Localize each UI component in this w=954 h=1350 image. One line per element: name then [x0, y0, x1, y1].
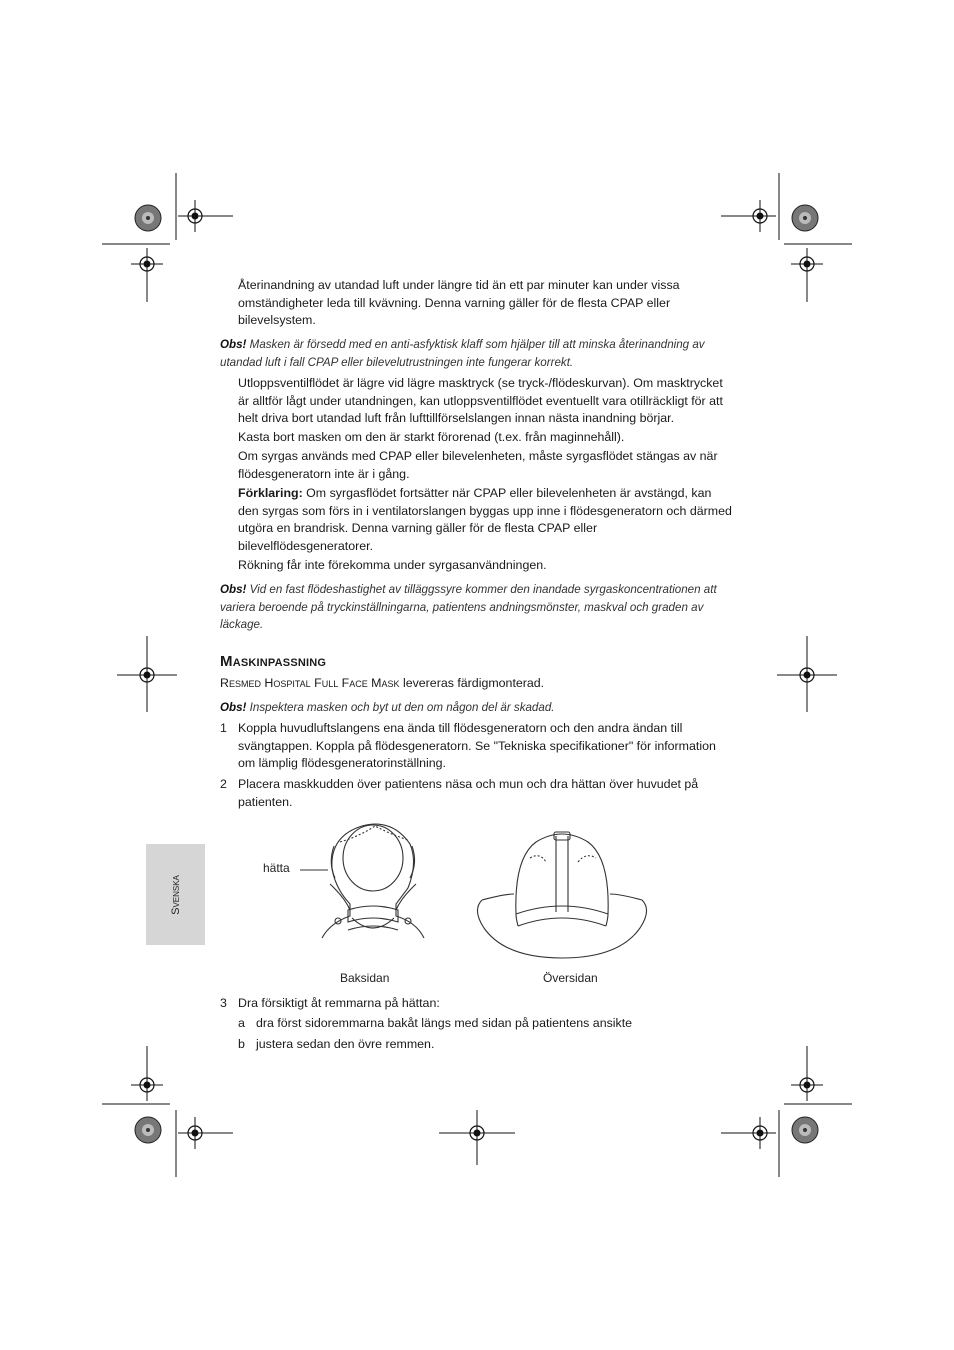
step-3 [220, 995, 733, 1013]
step-number: 2 [220, 777, 227, 791]
language-tab-label: Svenska [169, 874, 182, 915]
note-text: Masken är försedd med en anti-asfyktisk klaff som hjälper till att minska återinandning av utandad luft i fall CPAP eller bilevelutrustningen inte fungerar korrekt. [220, 338, 705, 369]
note-label: Obs! [220, 701, 247, 714]
substep-letter: b [238, 1037, 245, 1051]
note-label: Obs! [220, 338, 247, 351]
language-tab [146, 844, 205, 945]
warning-oxygen: Om syrgas används med CPAP eller bilevelenheten, måste syrgasflödet stängas av när flödesgeneratorn inte är i gång. [238, 449, 718, 481]
step-text: Koppla huvudluftslangens ena ända till flödesgeneratorn och den andra ändan till svängtappen. Koppla på flödesgeneratorn. Se "Tekniska specifikationer" för information om lämplig flödesgeneratorinställning. [238, 721, 716, 771]
top-view-drawing [477, 832, 646, 958]
step-number: 1 [220, 721, 227, 735]
substep-text: justera sedan den övre remmen. [256, 1037, 435, 1051]
mask-illustration [300, 818, 660, 963]
back-view-drawing [322, 824, 424, 938]
note-anti-asphyxia [220, 336, 733, 371]
product-line [220, 675, 733, 693]
figure-label-hatta: hätta [263, 861, 290, 875]
substep-a [238, 1015, 733, 1033]
substep-letter: a [238, 1016, 245, 1030]
warning-smoking: Rökning får inte förekomma under syrgasanvändningen. [238, 558, 547, 572]
explanation-text: Om syrgasflödet fortsätter när CPAP eller bilevelenheten är avstängd, kan den syrgas som förs in i ventilatorslangen byggas upp inne i flödesgeneratorn och därmed utgöra en brandrisk. Denna varning gäller för de flesta CPAP eller bilevelflödesgeneratorer. [238, 486, 732, 553]
note-oxygen-concentration [220, 581, 733, 634]
note-inspect [220, 699, 733, 717]
note-text: Inspektera masken och byt ut den om någon del är skadad. [249, 701, 555, 714]
substep-text: dra först sidoremmarna bakåt längs med sidan på patientens ansikte [256, 1016, 633, 1030]
product-rest: levereras färdigmonterad. [399, 676, 545, 690]
product-name: Resmed Hospital Full Face Mask [220, 676, 400, 690]
section-heading: Maskinpassning [220, 653, 327, 670]
figure-caption-back: Baksidan [340, 971, 390, 985]
note-text: Vid en fast flödeshastighet av tilläggssyre kommer den inandade syrgaskoncentrationen att variera beroende på tryckinställningarna, patientens andningsmönster, maskval och graden av läckage. [220, 583, 717, 632]
step-2 [220, 776, 733, 811]
warning-explanation [238, 485, 733, 555]
explanation-label: Förklaring: [238, 486, 303, 500]
intro-paragraph: Återinandning av utandad luft under längre tid än ett par minuter kan under vissa omständigheter leda till kvävning. Denna varning gäller för de flesta CPAP eller bilevelsystem. [238, 278, 680, 328]
step-text: Placera maskkudden över patientens näsa och mun och dra hättan över huvudet på patienten. [238, 777, 699, 809]
figure-caption-top: Översidan [543, 971, 598, 985]
warning-discard-mask: Kasta bort masken om den är starkt förorenad (t.ex. från maginnehåll). [238, 430, 625, 444]
warning-exhaust-flow: Utloppsventilflödet är lägre vid lägre masktryck (se tryck-/flödeskurvan). Om masktrycket är alltför lågt under utandningen, kan utloppsventilflödet eventuellt vara otillräckligt för att helt driva bort utandad luft från lufttillförselslangen innan nästa inandning börjar. [238, 376, 723, 426]
substep-b [238, 1036, 733, 1054]
step-number: 3 [220, 996, 227, 1010]
step-1 [220, 720, 733, 773]
note-label: Obs! [220, 583, 247, 596]
step-text: Dra försiktigt åt remmarna på hättan: [238, 996, 440, 1010]
